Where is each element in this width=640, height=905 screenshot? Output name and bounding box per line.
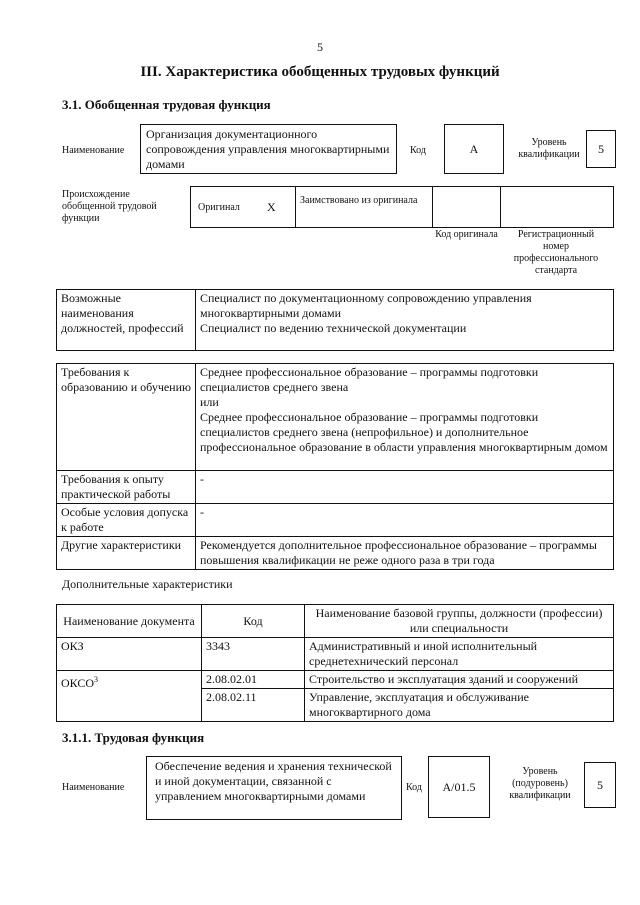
tf-code-label: Код (406, 782, 422, 793)
gtf-original-mark: X (267, 200, 276, 214)
positions-label: Возможные наименования должностей, профессий (57, 290, 196, 351)
gtf-origin-label: Происхождение обобщенной трудовой функции (62, 189, 157, 224)
requirement-value: - (196, 471, 614, 504)
gtf-reg-number-cell (500, 186, 614, 228)
requirement-label: Другие характеристики (57, 537, 196, 570)
additional-header-code: Код (202, 605, 305, 638)
positions-table (56, 289, 614, 351)
requirement-label: Особые условия допуска к работе (57, 504, 196, 537)
requirement-row (57, 364, 614, 471)
tf-heading: 3.1.1. Трудовая функция (62, 730, 205, 745)
gtf-name-label: Наименование (62, 145, 125, 156)
table-row (57, 671, 614, 689)
gtf-reg-number-label: Регистрационный номер профессионального стандарта (513, 229, 599, 276)
page-number: 5 (317, 40, 323, 54)
tf-level-label: Уровень (подуровень) квалификации (509, 766, 571, 801)
gtf-original-cell (190, 186, 296, 228)
additional-code: 2.08.02.11 (202, 689, 305, 722)
additional-code: 3343 (202, 638, 305, 671)
additional-header-name: Наименование базовой группы, должности (профессии) или специальности (305, 605, 614, 638)
table-row (57, 638, 614, 671)
requirement-label: Требования к опыту практической работы (57, 471, 196, 504)
positions-row (57, 290, 614, 351)
gtf-original-label: Оригинал (198, 202, 240, 213)
additional-code: 2.08.02.01 (202, 671, 305, 689)
additional-doc: ОКСО (61, 676, 95, 690)
tf-name-label: Наименование (62, 782, 125, 793)
requirement-value: - (196, 504, 614, 537)
requirements-table (56, 363, 614, 570)
additional-name: Административный и иной исполнительный среднетехнический персонал (305, 638, 614, 671)
tf-code-value: A/01.5 (428, 756, 490, 818)
additional-table (56, 604, 614, 722)
additional-heading: Дополнительные характеристики (62, 577, 233, 591)
additional-name: Управление, эксплуатация и обслуживание многоквартирного дома (305, 689, 614, 722)
gtf-heading: 3.1. Обобщенная трудовая функция (62, 97, 271, 112)
gtf-code-label: Код (410, 145, 426, 156)
section-title: III. Характеристика обобщенных трудовых функций (140, 64, 500, 80)
requirement-value: Рекомендуется дополнительное профессиональное образование – программы повышения квалификации не реже одного раза в три года (196, 537, 614, 570)
additional-header-row (57, 605, 614, 638)
requirement-row (57, 504, 614, 537)
footnote-marker: 3 (94, 675, 99, 684)
gtf-level-label: Уровень квалификации (518, 137, 580, 160)
gtf-borrowed-label: Заимствовано из оригинала (300, 195, 418, 206)
additional-header-doc: Наименование документа (57, 605, 202, 638)
gtf-level-value: 5 (586, 130, 616, 168)
additional-name: Строительство и эксплуатация зданий и сооружений (305, 671, 614, 689)
additional-doc-cell (57, 671, 202, 722)
tf-name-value: Обеспечение ведения и хранения технической и иной документации, связанной с управлением многоквартирными домами (146, 756, 402, 820)
gtf-name-value: Организация документационного сопровождения управления многоквартирными домами (140, 124, 397, 174)
position-line: Специалист по ведению технической документации (200, 321, 467, 335)
gtf-borrowed-cell (295, 186, 433, 228)
requirement-row (57, 471, 614, 504)
positions-values (196, 290, 614, 351)
position-line: Специалист по документационному сопровождению управления многоквартирными домами (200, 291, 532, 320)
additional-doc: ОКЗ (57, 638, 202, 671)
gtf-code-value: A (444, 124, 504, 174)
requirement-value: Среднее профессиональное образование – программы подготовки специалистов среднего звена или Среднее профессиональное образование – программы подготовки специалистов среднего звена (непрофильное) и дополнительное профессиональное образование в области управления многоквартирным домом (196, 364, 614, 471)
gtf-code-original-label: Код оригинала (435, 229, 498, 240)
tf-level-value: 5 (584, 762, 616, 808)
requirement-label: Требования к образованию и обучению (57, 364, 196, 471)
requirement-row (57, 537, 614, 570)
gtf-code-original-cell (432, 186, 501, 228)
